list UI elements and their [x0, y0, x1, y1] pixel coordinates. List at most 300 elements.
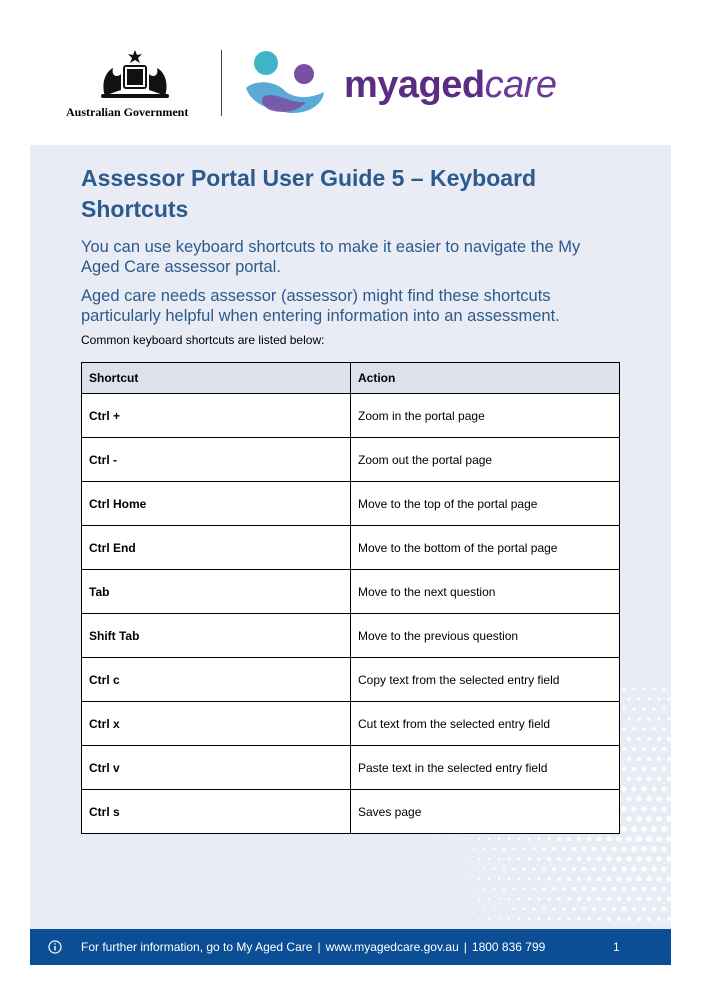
- pattern-dot: [642, 907, 646, 911]
- footer-url-link[interactable]: www.myagedcare.gov.au: [325, 940, 459, 954]
- pattern-dot: [622, 787, 627, 792]
- pattern-dot: [607, 857, 612, 862]
- pattern-dot: [498, 878, 500, 880]
- pattern-dot: [647, 757, 651, 761]
- pattern-dot: [424, 869, 425, 870]
- pattern-dot: [631, 826, 637, 832]
- footer-phone: 1800 836 799: [471, 940, 546, 954]
- pattern-dot: [557, 897, 560, 900]
- shortcut-action: Zoom in the portal page: [351, 394, 620, 438]
- pattern-dot: [602, 847, 607, 852]
- pattern-dot: [637, 917, 641, 921]
- pattern-dot: [424, 849, 425, 850]
- shortcut-key: Ctrl s: [82, 790, 351, 834]
- pattern-dot: [652, 887, 657, 892]
- pattern-dot: [663, 688, 666, 691]
- pattern-dot: [522, 847, 525, 850]
- pattern-dot: [657, 917, 661, 921]
- pattern-dot: [623, 688, 626, 691]
- pattern-dot: [439, 919, 440, 920]
- pattern-dot: [657, 897, 662, 902]
- pattern-dot: [557, 877, 561, 881]
- pattern-dot: [641, 866, 646, 871]
- brand-care: care: [484, 64, 557, 106]
- pattern-dot: [562, 867, 566, 871]
- pattern-dot: [667, 757, 671, 761]
- brand-aged: aged: [397, 64, 485, 106]
- pattern-dot: [483, 908, 485, 910]
- pattern-dot: [513, 868, 516, 871]
- pattern-dot: [567, 897, 571, 901]
- pattern-dot: [667, 737, 671, 741]
- pattern-dot: [513, 908, 516, 911]
- pattern-dot: [616, 856, 621, 861]
- pattern-dot: [602, 867, 607, 872]
- pattern-dot: [587, 897, 591, 901]
- pattern-dot: [632, 907, 636, 911]
- table-header-row: [82, 363, 620, 394]
- pattern-dot: [429, 839, 430, 840]
- pattern-dot: [463, 908, 464, 909]
- logo-divider: [221, 50, 222, 116]
- pattern-dot: [572, 907, 576, 911]
- pattern-dot: [508, 878, 511, 881]
- pattern-dot: [607, 917, 611, 921]
- pattern-dot: [478, 898, 480, 900]
- pattern-dot: [647, 777, 652, 782]
- pattern-dot: [642, 727, 646, 731]
- pattern-dot: [621, 826, 626, 831]
- pattern-dot: [508, 898, 511, 901]
- pattern-dot: [661, 826, 667, 832]
- pattern-dot: [547, 837, 551, 841]
- pattern-dot: [458, 838, 460, 840]
- pattern-dot: [661, 846, 667, 852]
- pattern-dot: [626, 836, 632, 842]
- pattern-dot: [577, 917, 581, 921]
- pattern-dot: [468, 898, 470, 900]
- pattern-dot: [597, 897, 601, 901]
- pattern-dot: [473, 868, 475, 870]
- pattern-dot: [508, 858, 511, 861]
- pattern-dot: [652, 747, 656, 751]
- shortcut-action: Move to the next question: [351, 570, 620, 614]
- shortcut-key: Ctrl +: [82, 394, 351, 438]
- pattern-dot: [448, 878, 449, 879]
- pattern-dot: [666, 796, 671, 801]
- pattern-dot: [537, 897, 540, 900]
- pattern-dot: [662, 787, 667, 792]
- pattern-dot: [632, 767, 636, 771]
- shortcut-key: Ctrl End: [82, 526, 351, 570]
- pattern-dot: [653, 688, 656, 691]
- shortcut-key: Ctrl c: [82, 658, 351, 702]
- pattern-dot: [498, 838, 501, 841]
- pattern-dot: [617, 897, 621, 901]
- footer-separator: |: [463, 940, 467, 954]
- pattern-dot: [627, 917, 631, 921]
- pattern-dot: [478, 918, 480, 920]
- pattern-dot: [642, 787, 647, 792]
- pattern-dot: [518, 898, 521, 901]
- government-name: Australian Government: [66, 105, 189, 119]
- pattern-dot: [458, 878, 460, 880]
- pattern-dot: [433, 868, 434, 869]
- pattern-dot: [468, 858, 470, 860]
- pattern-dot: [612, 887, 617, 892]
- table-row: [82, 614, 620, 658]
- pattern-dot: [532, 847, 535, 850]
- pattern-dot: [473, 888, 475, 890]
- shortcuts-table: [81, 362, 620, 834]
- pattern-dot: [612, 907, 616, 911]
- page-number: 1: [613, 940, 620, 954]
- pattern-dot: [632, 727, 636, 731]
- pattern-dot: [621, 846, 626, 851]
- pattern-dot: [478, 878, 480, 880]
- header: [0, 0, 701, 145]
- shortcut-key: Shift Tab: [82, 614, 351, 658]
- pattern-dot: [518, 878, 521, 881]
- pattern-dot: [453, 908, 454, 909]
- pattern-dot: [636, 836, 642, 842]
- shortcut-action: Paste text in the selected entry field: [351, 746, 620, 790]
- pattern-dot: [547, 917, 550, 920]
- pattern-dot: [458, 858, 460, 860]
- pattern-dot: [657, 777, 662, 782]
- pattern-dot: [538, 918, 541, 921]
- pattern-dot: [627, 737, 631, 741]
- pattern-dot: [642, 747, 646, 751]
- pattern-dot: [537, 857, 540, 860]
- pattern-dot: [626, 856, 631, 861]
- content-panel: [30, 145, 671, 929]
- pattern-dot: [572, 847, 576, 851]
- pattern-dot: [666, 836, 671, 842]
- pattern-dot: [438, 878, 439, 879]
- pattern-dot: [631, 806, 636, 811]
- pattern-dot: [429, 859, 430, 860]
- pattern-dot: [592, 907, 596, 911]
- pattern-dot: [627, 777, 632, 782]
- pattern-dot: [632, 707, 635, 710]
- shortcut-action: Move to the bottom of the portal page: [351, 526, 620, 570]
- pattern-dot: [523, 908, 526, 911]
- table-row: [82, 438, 620, 482]
- pattern-dot: [611, 846, 616, 851]
- pattern-dot: [656, 856, 661, 861]
- pattern-dot: [666, 816, 671, 821]
- pattern-dot: [662, 767, 666, 771]
- pattern-dot: [647, 917, 651, 921]
- table-row: [82, 526, 620, 570]
- pattern-dot: [641, 846, 647, 852]
- pattern-dot: [438, 838, 439, 839]
- pattern-dot: [493, 908, 495, 910]
- pattern-dot: [493, 868, 495, 870]
- shortcut-key: Ctrl x: [82, 702, 351, 746]
- coat-of-arms-icon: [95, 48, 175, 103]
- pattern-dot: [587, 837, 592, 842]
- pattern-dot: [662, 907, 666, 911]
- pattern-dot: [651, 846, 657, 852]
- pattern-dot: [453, 848, 455, 850]
- shortcut-key: Ctrl v: [82, 746, 351, 790]
- pattern-dot: [552, 887, 556, 891]
- brand-my: my: [344, 64, 398, 106]
- pattern-dot: [646, 856, 651, 861]
- pattern-dot: [498, 858, 501, 861]
- pattern-dot: [448, 838, 449, 839]
- pattern-dot: [627, 877, 632, 882]
- pattern-dot: [443, 848, 444, 849]
- pattern-dot: [503, 868, 506, 871]
- pattern-dot: [508, 838, 511, 841]
- pattern-dot: [547, 897, 550, 900]
- pattern-dot: [638, 698, 641, 701]
- pattern-dot: [652, 907, 656, 911]
- pattern-dot: [453, 888, 454, 889]
- pattern-dot: [552, 907, 555, 910]
- pattern-dot: [587, 917, 591, 921]
- pattern-dot: [518, 858, 521, 861]
- pattern-dot: [498, 898, 500, 900]
- pattern-dot: [503, 908, 505, 910]
- pattern-dot: [641, 826, 647, 832]
- table-intro-note: Common keyboard shortcuts are listed below:: [81, 333, 325, 347]
- pattern-dot: [602, 907, 606, 911]
- pattern-dot: [662, 747, 666, 751]
- pattern-dot: [493, 888, 495, 890]
- pattern-dot: [542, 907, 545, 910]
- pattern-dot: [656, 796, 661, 801]
- pattern-dot: [616, 836, 621, 841]
- my-aged-care-wordmark: [344, 66, 557, 104]
- pattern-dot: [532, 887, 535, 890]
- pattern-dot: [597, 837, 602, 842]
- pattern-dot: [626, 796, 631, 801]
- pattern-dot: [648, 698, 651, 701]
- pattern-dot: [642, 887, 647, 892]
- pattern-dot: [661, 866, 666, 871]
- pattern-dot: [597, 877, 601, 881]
- pattern-dot: [607, 897, 611, 901]
- pattern-dot: [488, 838, 490, 840]
- pattern-dot: [668, 698, 671, 701]
- pattern-dot: [597, 857, 602, 862]
- pattern-dot: [592, 847, 597, 852]
- pattern-dot: [622, 707, 625, 710]
- pattern-dot: [572, 887, 576, 891]
- pattern-dot: [542, 867, 545, 870]
- pattern-dot: [503, 888, 505, 890]
- pattern-dot: [448, 858, 449, 859]
- table-row: [82, 746, 620, 790]
- pattern-dot: [438, 858, 439, 859]
- table-row: [82, 394, 620, 438]
- pattern-dot: [597, 917, 601, 921]
- pattern-dot: [473, 908, 475, 910]
- pattern-dot: [434, 889, 435, 890]
- my-aged-care-logo-icon: [244, 48, 326, 118]
- pattern-dot: [582, 867, 586, 871]
- pattern-dot: [661, 806, 666, 811]
- pattern-dot: [647, 897, 652, 902]
- pattern-dot: [483, 868, 485, 870]
- pattern-dot: [637, 877, 642, 882]
- shortcut-action: Saves page: [351, 790, 620, 834]
- pattern-dot: [622, 727, 626, 731]
- pattern-dot: [503, 848, 506, 851]
- shortcut-key: Tab: [82, 570, 351, 614]
- pattern-dot: [582, 887, 586, 891]
- pattern-dot: [562, 907, 565, 910]
- pattern-dot: [517, 837, 520, 840]
- pattern-dot: [632, 887, 637, 892]
- pattern-dot: [552, 847, 556, 851]
- pattern-dot: [488, 858, 490, 860]
- pattern-dot: [567, 877, 571, 881]
- pattern-dot: [508, 918, 510, 920]
- pattern-dot: [557, 857, 561, 861]
- pattern-dot: [483, 888, 485, 890]
- pattern-dot: [652, 707, 655, 710]
- shortcut-action: Cut text from the selected entry field: [351, 702, 620, 746]
- pattern-dot: [607, 877, 612, 882]
- pattern-dot: [622, 907, 626, 911]
- pattern-dot: [488, 878, 490, 880]
- pattern-dot: [552, 867, 556, 871]
- pattern-dot: [532, 867, 535, 870]
- pattern-dot: [527, 857, 530, 860]
- pattern-dot: [602, 887, 606, 891]
- pattern-dot: [657, 737, 661, 741]
- table-row: [82, 570, 620, 614]
- pattern-dot: [592, 867, 597, 872]
- pattern-dot: [641, 806, 646, 811]
- pattern-dot: [651, 866, 656, 871]
- pattern-dot: [621, 806, 626, 811]
- pattern-dot: [523, 888, 526, 891]
- pattern-dot: [572, 867, 576, 871]
- pattern-dot: [488, 918, 490, 920]
- pattern-dot: [443, 888, 444, 889]
- pattern-dot: [557, 837, 561, 841]
- pattern-dot: [646, 796, 651, 801]
- pattern-dot: [622, 747, 626, 751]
- footer-info-text: [81, 940, 545, 954]
- shortcut-key: Ctrl -: [82, 438, 351, 482]
- pattern-dot: [434, 909, 435, 910]
- pattern-dot: [658, 698, 661, 701]
- pattern-dot: [643, 688, 646, 691]
- pattern-dot: [468, 878, 470, 880]
- pattern-dot: [642, 767, 647, 772]
- pattern-dot: [557, 917, 560, 920]
- pattern-dot: [642, 707, 645, 710]
- pattern-dot: [617, 877, 622, 882]
- pattern-dot: [577, 857, 581, 861]
- pattern-dot: [667, 877, 671, 882]
- pattern-dot: [633, 688, 636, 691]
- footer-bar: [30, 929, 671, 965]
- pattern-dot: [443, 908, 444, 909]
- pattern-dot: [582, 847, 586, 851]
- pattern-dot: [443, 868, 444, 869]
- pattern-dot: [473, 848, 475, 850]
- pattern-dot: [433, 848, 434, 849]
- pattern-dot: [646, 836, 652, 842]
- pattern-dot: [662, 727, 666, 731]
- shortcut-action: Copy text from the selected entry field: [351, 658, 620, 702]
- pattern-dot: [662, 887, 667, 892]
- header-action: Action: [351, 363, 620, 394]
- pattern-dot: [621, 866, 626, 871]
- pattern-dot: [632, 747, 636, 751]
- pattern-dot: [637, 757, 641, 761]
- pattern-dot: [567, 857, 571, 861]
- pattern-dot: [448, 898, 449, 899]
- pattern-dot: [637, 897, 642, 902]
- pattern-dot: [651, 806, 656, 811]
- pattern-dot: [527, 877, 530, 880]
- pattern-dot: [662, 707, 665, 710]
- pattern-dot: [513, 888, 516, 891]
- pattern-dot: [562, 887, 566, 891]
- pattern-dot: [528, 918, 531, 921]
- table-row: [82, 702, 620, 746]
- pattern-dot: [647, 737, 651, 741]
- pattern-dot: [577, 877, 581, 881]
- pattern-dot: [656, 836, 662, 842]
- pattern-dot: [636, 816, 642, 822]
- shortcut-key: Ctrl Home: [82, 482, 351, 526]
- pattern-dot: [592, 887, 596, 891]
- pattern-dot: [636, 856, 641, 861]
- pattern-dot: [666, 856, 671, 861]
- pattern-dot: [542, 847, 546, 851]
- pattern-dot: [667, 717, 670, 720]
- pattern-dot: [533, 908, 536, 911]
- pattern-dot: [453, 868, 455, 870]
- pattern-dot: [542, 887, 545, 890]
- pattern-dot: [628, 698, 631, 701]
- pattern-dot: [627, 897, 631, 901]
- pattern-dot: [483, 848, 485, 850]
- pattern-dot: [631, 846, 637, 852]
- shortcut-action: Zoom out the portal page: [351, 438, 620, 482]
- pattern-dot: [637, 777, 642, 782]
- pattern-dot: [582, 907, 586, 911]
- pattern-dot: [622, 887, 627, 892]
- pattern-dot: [617, 917, 621, 921]
- pattern-dot: [636, 796, 641, 801]
- pattern-dot: [622, 767, 626, 771]
- pattern-dot: [537, 837, 540, 840]
- pattern-dot: [567, 837, 571, 841]
- pattern-dot: [547, 857, 551, 861]
- pattern-dot: [478, 838, 480, 840]
- pattern-dot: [627, 757, 631, 761]
- pattern-dot: [567, 917, 570, 920]
- pattern-dot: [637, 737, 641, 741]
- pattern-dot: [657, 717, 660, 720]
- pattern-dot: [651, 826, 657, 832]
- pattern-dot: [438, 898, 439, 899]
- pattern-dot: [646, 816, 652, 822]
- pattern-dot: [562, 847, 566, 851]
- pattern-dot: [657, 757, 661, 761]
